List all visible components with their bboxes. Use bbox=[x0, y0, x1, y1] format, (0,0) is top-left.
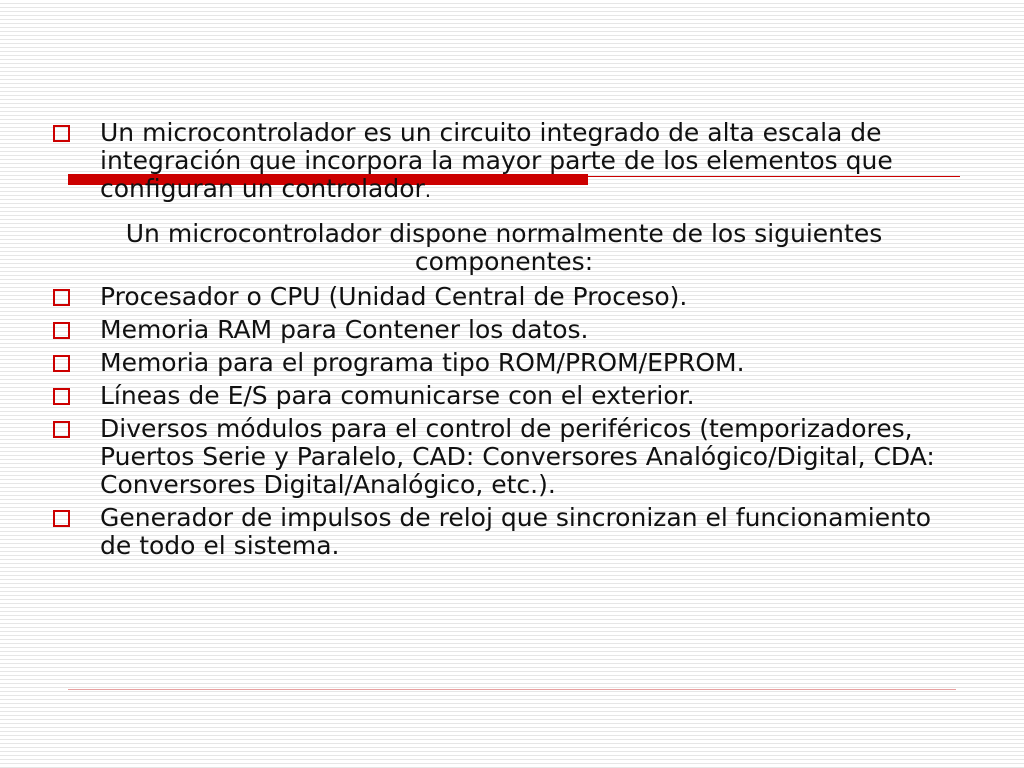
hollow-square-bullet-icon bbox=[53, 510, 70, 527]
list-item bbox=[44, 504, 964, 560]
hollow-square-bullet-icon bbox=[53, 322, 70, 339]
hollow-square-bullet-icon bbox=[53, 388, 70, 405]
intro-bullet-text: Un microcontrolador es un circuito integrado de alta escala de integración que incorpora la mayor parte de los elementos que configuran un controlador bbox=[100, 118, 893, 203]
intro-bullet-tail: . bbox=[424, 178, 432, 202]
hollow-square-bullet-icon bbox=[53, 289, 70, 306]
hollow-square-bullet-icon bbox=[53, 421, 70, 438]
intro-bullet bbox=[44, 119, 964, 204]
footer-rule bbox=[68, 689, 956, 690]
hollow-square-bullet-icon bbox=[53, 125, 70, 142]
components-subheading: Un microcontrolador dispone normalmente de los siguientes componentes: bbox=[125, 219, 883, 276]
list-item-text: Memoria para el programa tipo ROM/PROM/EPROM. bbox=[100, 348, 745, 377]
slide-content bbox=[44, 119, 964, 565]
list-item-text: Diversos módulos para el control de periféricos (temporizadores, Puertos Serie y Paralelo, CAD: Conversores Analógico/Digital, CDA: Conversores Digital/Analógico, etc.). bbox=[100, 414, 935, 499]
list-item-text: Procesador o CPU (Unidad Central de Proceso). bbox=[100, 282, 688, 311]
list-item-text: Memoria RAM para Contener los datos. bbox=[100, 315, 589, 344]
list-item bbox=[44, 382, 964, 410]
list-item bbox=[44, 283, 964, 311]
list-item bbox=[44, 316, 964, 344]
list-item bbox=[44, 349, 964, 377]
list-item-text: Líneas de E/S para comunicarse con el exterior. bbox=[100, 381, 695, 410]
list-item-text: Generador de impulsos de reloj que sincronizan el funcionamiento de todo el sistema. bbox=[100, 503, 932, 560]
hollow-square-bullet-icon bbox=[53, 355, 70, 372]
list-item bbox=[44, 415, 964, 499]
